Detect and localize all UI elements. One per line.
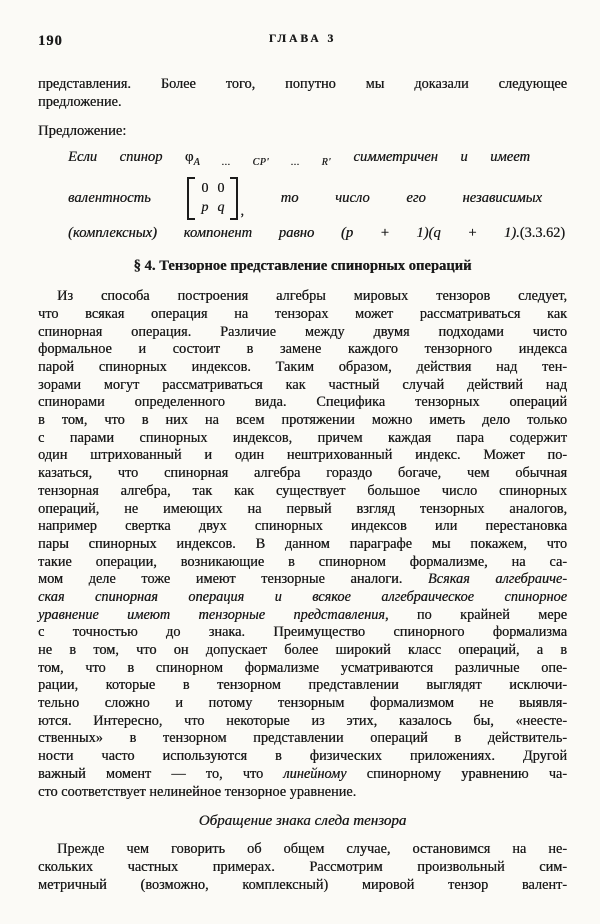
text-segment: спинорная операция. Различие между двумя подходами чисто <box>38 323 567 340</box>
text-line <box>38 607 567 625</box>
text-segment: например свертка двух спинорных индексов или перестановка <box>38 518 567 535</box>
proposition-text: то <box>280 190 299 207</box>
matrix-cells <box>200 177 225 220</box>
text-line <box>38 394 567 412</box>
valence-matrix <box>187 177 244 220</box>
text-line <box>38 359 567 377</box>
proposition-text: его <box>406 190 426 207</box>
text-segment: операций, не имеющих на первый взгляд тензорных аналогов, <box>38 500 567 517</box>
text-segment: , по крайней мере <box>384 606 567 623</box>
text-segment: тензорная алгебра, так как существует большое число спинорных <box>38 482 567 499</box>
text-segment: ственных» в тензорном представлении операций в действитель- <box>38 730 567 747</box>
emphasis-text: линейному <box>263 765 347 782</box>
text-line <box>38 841 567 859</box>
text-line <box>38 766 567 784</box>
text-segment: казаться, что спинорная алгебра гораздо богаче, чем обычная <box>38 465 567 482</box>
text-line <box>38 430 567 448</box>
matrix-cell: 0 <box>217 181 225 197</box>
text-segment: предложение. <box>38 93 122 110</box>
section-heading: § 4. Тензорное представление спинорных операций <box>133 258 472 275</box>
text-segment: мом деле тоже имеют тензорные аналоги. <box>38 571 428 588</box>
text-line <box>38 288 567 306</box>
text-segment: такие операции, возникающие в спинорном формализме, на са- <box>38 553 567 570</box>
matrix-bracket-left-icon <box>187 177 195 220</box>
text-segment: парой спинорных индексов. Таким образом, действия над тен- <box>38 359 567 376</box>
text-line <box>38 76 567 94</box>
text-line <box>38 412 567 430</box>
emphasis-text: ская спинорная операция и всякое алгебраическое спинорное <box>38 588 567 605</box>
text-line <box>38 447 567 465</box>
text-line <box>38 784 567 802</box>
text-segment: рации, которые в тензорном представлении выглядят исключи- <box>38 677 567 694</box>
text-line <box>38 501 567 519</box>
text-segment: метричный (возможно, комплексный) мировой тензор валент- <box>38 876 567 893</box>
proposition-label: Предложение: <box>38 123 127 140</box>
text-segment: что всякая операция на тензорах может рассматриваться как <box>38 305 567 322</box>
text-segment: зорами могут рассматриваться как частный случай действий над <box>38 376 567 393</box>
text-segment: с парами спинорных индексов, причем каждая пара содержит <box>38 429 567 446</box>
text-segment: один штрихованный и один нештрихованный индекс. Может по- <box>38 447 567 464</box>
spinor-indices: A ... CP′ ... R′ <box>193 157 331 169</box>
text-line <box>38 483 567 501</box>
text-segment: ются. Интересно, что некоторые из этих, казалось бы, «неесте- <box>38 712 567 729</box>
equation-number: (3.3.62) <box>519 225 565 242</box>
proposition-text: симметричен и имеет <box>353 149 530 166</box>
text-line <box>38 536 567 554</box>
text-line <box>38 377 567 395</box>
text-segment: тельно сложно и потому тензорным формализмом не выявля- <box>38 695 567 712</box>
text-line <box>38 730 567 748</box>
matrix-cell: p <box>201 200 209 216</box>
text-line <box>38 518 567 536</box>
subsection-heading: Обращение знака следа тензора <box>198 813 407 830</box>
text-line <box>38 748 567 766</box>
matrix-bracket-right-icon <box>230 177 238 220</box>
proposition-text: (комплексных) компонент равно (p + 1)(q + 1). <box>68 225 520 242</box>
emphasis-text: Всякая алгебраиче- <box>427 571 567 588</box>
text-line <box>38 713 567 731</box>
text-segment: представления. Более того, попутно мы доказали следующее <box>38 76 567 92</box>
matrix-cell: 0 <box>201 181 209 197</box>
text-segment: важный момент — то, что <box>38 765 264 782</box>
intro-paragraph <box>38 76 567 111</box>
proposition-line-3 <box>68 223 565 243</box>
running-head <box>38 33 567 50</box>
text-segment: в том, что в них на всем протяжении можно иметь дело только <box>38 412 567 429</box>
text-segment: с точностью до знака. Преимущество спинорного формализма <box>38 624 567 641</box>
spinor-symbol <box>184 149 331 169</box>
phi-glyph: φ <box>184 149 194 166</box>
text-line <box>38 341 567 359</box>
proposition-text: Если спинор <box>68 149 163 166</box>
text-segment: Прежде чем говорить об общем случае, остановимся на не- <box>57 841 567 858</box>
proposition-line-1 <box>68 147 530 173</box>
text-segment: пары спинорных индексов. В данном параграфе мы покажем, что <box>38 535 567 552</box>
text-line <box>38 554 567 572</box>
text-line <box>38 642 567 660</box>
matrix-cell: q <box>217 200 225 216</box>
text-line <box>38 306 567 324</box>
text-segment: скольких частных примерах. Рассмотрим произвольный сим- <box>38 858 567 875</box>
text-line <box>38 877 567 895</box>
main-paragraph <box>38 288 567 801</box>
page-number: 190 <box>38 33 63 49</box>
matrix-comma: , <box>240 203 244 220</box>
text-line <box>38 465 567 483</box>
chapter-running-title: ГЛАВА 3 <box>268 33 337 45</box>
text-segment: спинорами определенного вида. Специфика тензорных операций <box>38 394 567 411</box>
proposition-text: независимых <box>462 190 542 207</box>
proposition-line-2 <box>68 177 542 220</box>
text-segment: не в том, что он допускает более широкий класс операций, а в <box>38 642 567 659</box>
text-line <box>38 324 567 342</box>
text-line <box>38 859 567 877</box>
text-line <box>38 589 567 607</box>
text-line <box>38 677 567 695</box>
text-segment: спинорному уравнению ча- <box>346 765 567 782</box>
proposition-text: число <box>335 190 370 207</box>
text-segment: ности часто используются в физических приложениях. Другой <box>38 748 567 765</box>
text-line <box>38 660 567 678</box>
text-segment: сто соответствует нелинейное тензорное уравнение. <box>38 783 357 800</box>
emphasis-text: уравнение имеют тензорные представления <box>38 606 385 623</box>
text-segment: том, что в спинорном формализме усматриваются различные опе- <box>38 659 567 676</box>
text-line <box>38 624 567 642</box>
closing-paragraph <box>38 841 567 894</box>
text-segment: Из способа построения алгебры мировых тензоров следует, <box>57 288 567 305</box>
text-line <box>38 695 567 713</box>
proposition-text: валентность <box>68 190 151 207</box>
text-line <box>38 571 567 589</box>
text-segment: формальное и состоит в замене каждого тензорного индекса <box>38 341 567 358</box>
text-line <box>38 94 567 112</box>
proposition-block <box>68 147 565 243</box>
